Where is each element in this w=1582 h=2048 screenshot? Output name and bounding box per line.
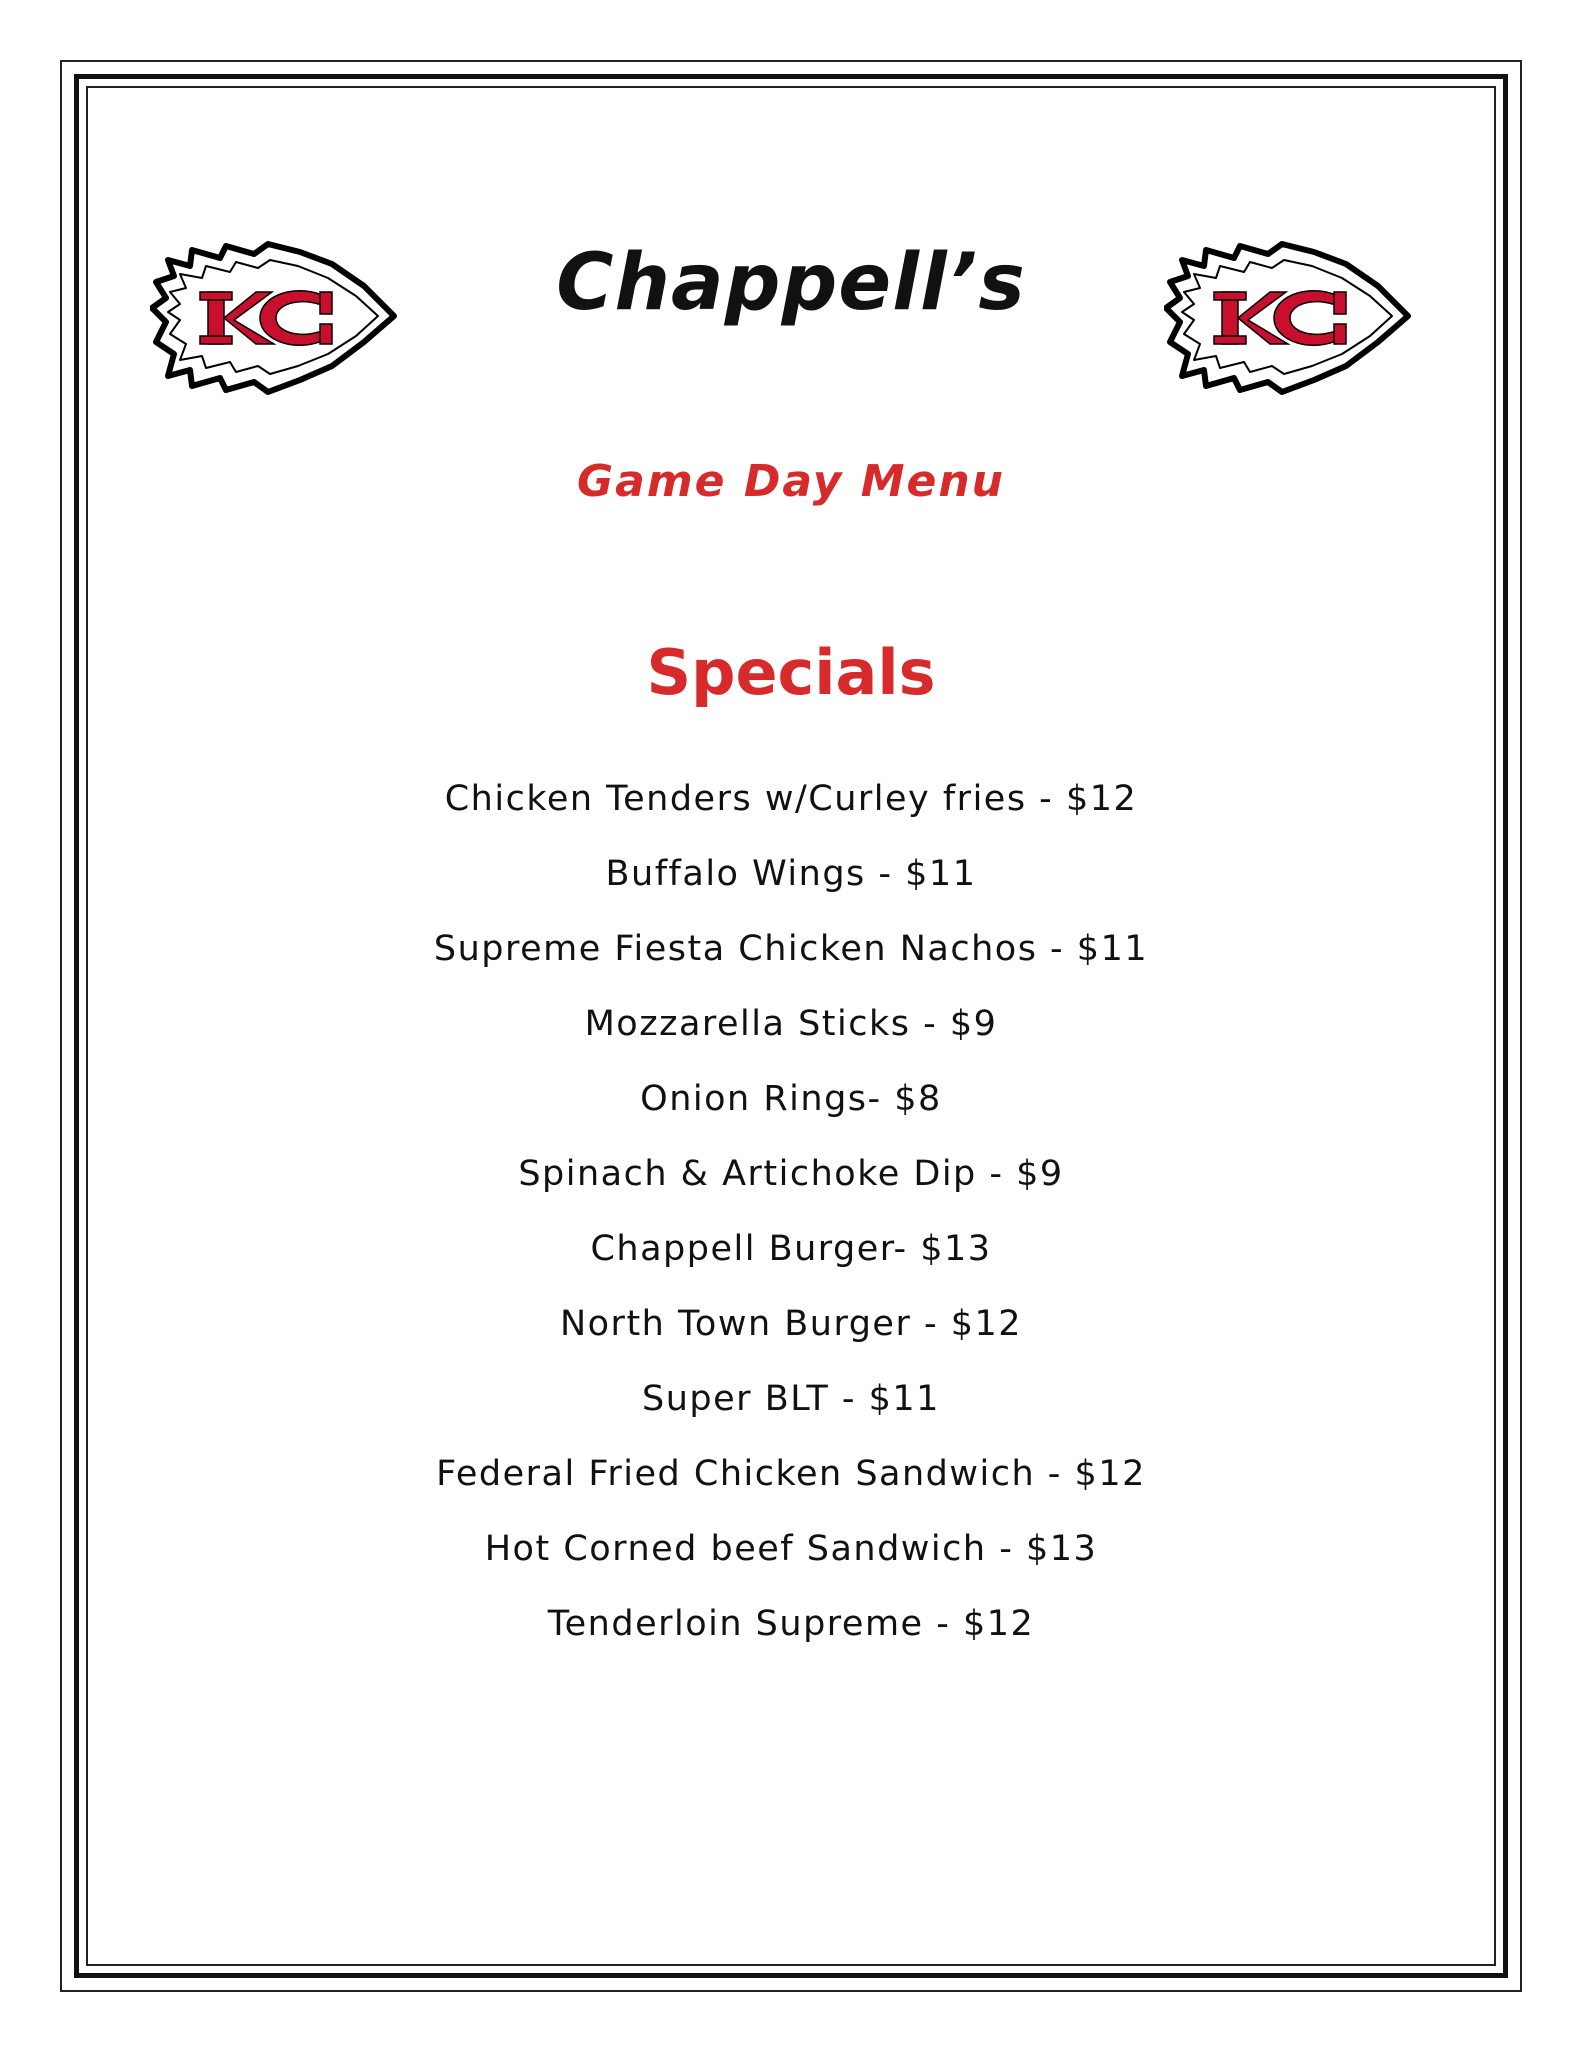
menu-item: Onion Rings- $8 bbox=[640, 1079, 942, 1119]
menu-item: North Town Burger - $12 bbox=[559, 1304, 1023, 1344]
menu-item: Super BLT - $11 bbox=[642, 1379, 940, 1419]
menu-item: Spinach & Artichoke Dip - $9 bbox=[518, 1154, 1064, 1194]
menu-item: Chappell Burger- $13 bbox=[590, 1229, 992, 1269]
menu-item: Federal Fried Chicken Sandwich - $12 bbox=[436, 1454, 1146, 1494]
menu-item: Buffalo Wings - $11 bbox=[605, 854, 977, 894]
menu-subtitle: Game Day Menu bbox=[577, 456, 1005, 507]
menu-item: Hot Corned beef Sandwich - $13 bbox=[484, 1529, 1098, 1569]
specials-list bbox=[0, 776, 1582, 1676]
specials-heading: Specials bbox=[646, 636, 936, 709]
menu-item: Tenderloin Supreme - $12 bbox=[547, 1604, 1035, 1644]
menu-item: Mozzarella Sticks - $9 bbox=[584, 1004, 998, 1044]
menu-item: Chicken Tenders w/Curley fries - $12 bbox=[444, 779, 1138, 819]
menu-item: Supreme Fiesta Chicken Nachos - $11 bbox=[433, 929, 1149, 969]
restaurant-title: Chappell’s bbox=[556, 238, 1026, 328]
